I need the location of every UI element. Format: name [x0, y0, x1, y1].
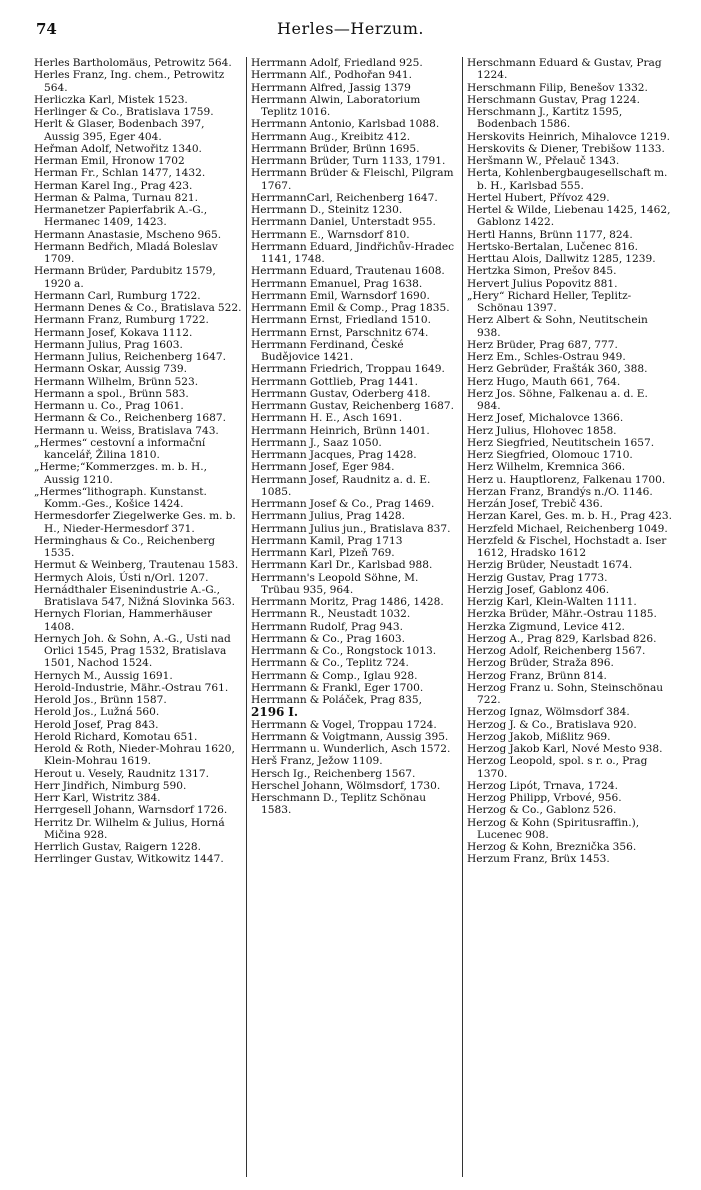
directory-entry: Herš Franz, Ježow 1109. [251, 755, 383, 768]
directory-entry: Herrmann Josef, Eger 984. [251, 461, 395, 474]
directory-entry: Herzog A., Prag 829, Karlsbad 826. [467, 632, 657, 645]
directory-entry: Hertzka Simon, Prešov 845. [467, 265, 617, 278]
directory-entry: Herrgesell Johann, Warnsdorf 1726. [34, 804, 228, 817]
directory-entry: Hermann Franz, Rumburg 1722. [34, 314, 209, 327]
directory-entry: Herold Josef, Prag 843. [34, 718, 159, 731]
directory-entry: Herzog & Kohn, Breznička 356. [467, 841, 637, 853]
directory-entry: Herz Julius, Hlohovec 1858. [467, 424, 617, 437]
directory-entry: Herrmann & Poláček, Prag 835, [251, 694, 422, 706]
directory-entry: Herzum Franz, Brüx 1453. [467, 853, 610, 866]
directory-entry: Herzog J. & Co., Bratislava 920. [467, 718, 637, 731]
directory-entry: Herrmann Rudolf, Prag 943. [251, 620, 403, 633]
directory-entry: Herzog Philipp, Vrbové, 956. [467, 792, 622, 804]
directory-entry: 2196 I. [251, 705, 299, 720]
directory-entry: Herzog & Kohn (Spiritusraffin.), Lucenec 908. [467, 816, 640, 841]
directory-entry: Heršmann W., Přelauč 1343. [467, 155, 620, 167]
directory-entry: Herzog Jakob Karl, Nové Mesto 938. [467, 743, 663, 755]
directory-entry: Hermann Denes & Co., Bratislava 522. [34, 302, 242, 314]
directory-entry: Herrmann Julius jun., Bratislava 837. [251, 522, 451, 535]
directory-entry: Herzka Brüder, Mähr.-Ostrau 1185. [467, 608, 657, 621]
column-2 [246, 57, 462, 1177]
directory-entry: Herzan Karel, Ges. m. b. H., Prag 423. [467, 510, 673, 523]
directory-entry: Herrmann Emanuel, Prag 1638. [251, 277, 423, 290]
directory-entry: Hermann Julius, Prag 1603. [34, 338, 183, 351]
directory-entry: Herrmann Josef, Raudnitz a. d. E. 1085. [251, 473, 431, 498]
directory-entry: Herskovits Heinrich, Mihalovce 1219. [467, 130, 671, 143]
directory-entry: Herrmann & Vogel, Troppau 1724. [251, 718, 437, 731]
directory-entry: Herrmann Brüder, Brünn 1695. [251, 142, 420, 155]
directory-entry: Hermann Oskar, Aussig 739. [34, 363, 188, 376]
directory-entry: Herrmann Gustav, Oderberg 418. [251, 387, 431, 400]
directory-entry: Hertsko-Bertalan, Lučenec 816. [467, 240, 639, 253]
directory-entry: „Herme;“Kommerzges. m. b. H., Aussig 1210. [34, 461, 207, 486]
directory-entry: Hertl Hanns, Brünn 1177, 824. [467, 228, 633, 241]
directory-entry: Herrmann Moritz, Prag 1486, 1428. [251, 596, 444, 608]
directory-entry: Herz u. Hauptlorenz, Falkenau 1700. [467, 473, 666, 486]
directory-entry: Herzfeld & Fischel, Hochstadt a. Iser 1612, Hradsko 1612 [467, 534, 667, 559]
directory-entry: Herz Wilhelm, Kremnica 366. [467, 461, 626, 474]
directory-entry: Herrmann Eduard, Jindřichův-Hradec 1141, 1748. [251, 240, 455, 265]
directory-entry: Herschmann Eduard & Gustav, Prag 1224. [467, 57, 662, 82]
directory-entry: Hermann Wilhelm, Brünn 523. [34, 375, 199, 388]
directory-entry: Hermann Anastasie, Mscheno 965. [34, 228, 222, 241]
directory-entry: Hermann Josef, Kokava 1112. [34, 326, 193, 339]
directory-entry: Herzig Gustav, Prag 1773. [467, 571, 608, 584]
column-3 [462, 57, 678, 1177]
column-1 [30, 57, 246, 1177]
directory-entry: Herminghaus & Co., Reichenberg 1535. [34, 534, 216, 559]
directory-entry: Herzog Adolf, Reichenberg 1567. [467, 645, 646, 657]
directory-entry: Herzog Ignaz, Wölmsdorf 384. [467, 706, 630, 719]
directory-entry: Herz Siegfried, Neutitschein 1657. [467, 436, 655, 449]
directory-entry: Herrmann Josef & Co., Prag 1469. [251, 498, 435, 510]
directory-entry: Herschmann Gustav, Prag 1224. [467, 93, 640, 106]
directory-entry: Herrmann Brüder, Turn 1133, 1791. [251, 155, 446, 167]
directory-entry: Herskovits & Diener, Trebišow 1133. [467, 142, 665, 155]
directory-entry: Heřman Adolf, Netwořitz 1340. [34, 142, 202, 155]
directory-entry: Herman Fr., Schlan 1477, 1432. [34, 167, 206, 180]
directory-entry: Herzog Franz u. Sohn, Steinschönau 722. [467, 681, 664, 706]
directory-entry: Herzog Jakob, Mißlitz 969. [467, 730, 611, 743]
directory-entry: Herrmann & Frankl, Eger 1700. [251, 681, 424, 694]
directory-entry: Herttau Alois, Dallwitz 1285, 1239. [467, 253, 656, 265]
directory-entry: Herrmann u. Wunderlich, Asch 1572. [251, 743, 451, 755]
directory-entry: Hermanetzer Papierfabrik A.-G., Hermanec 1409, 1423. [34, 204, 208, 229]
directory-entry: Herz Jos. Söhne, Falkenau a. d. E. 984. [467, 387, 648, 412]
directory-entry: Herman Emil, Hronow 1702 [34, 155, 185, 167]
directory-entry: Herzig Karl, Klein-Walten 1111. [467, 596, 637, 608]
directory-entry: Hersch Ig., Reichenberg 1567. [251, 767, 416, 780]
directory-entry: Herzfeld Michael, Reichenberg 1049. [467, 522, 668, 535]
directory-entry: Herrmann Aug., Kreibitz 412. [251, 130, 411, 143]
directory-entry: Herliczka Karl, Mistek 1523. [34, 93, 188, 106]
directory-entry: Herzig Josef, Gablonz 406. [467, 583, 610, 596]
directory-entry: „Hermes“lithograph. Kunstanst. Komm.-Ges., Košice 1424. [34, 485, 207, 510]
directory-entry: Herles Franz, Ing. chem., Petrowitz 564. [34, 69, 225, 94]
directory-entry: Hernych Florian, Hammerhäuser 1408. [34, 608, 213, 633]
directory-entry: Herrmann Brüder & Fleischl, Pilgram 1767. [251, 167, 454, 192]
directory-entry: Herold Jos., Lužná 560. [34, 706, 160, 719]
directory-entry: Herrmann's Leopold Söhne, M. Trübau 935, 964. [251, 571, 419, 596]
directory-entry: Herrmann Ernst, Parschnitz 674. [251, 326, 429, 339]
directory-entry: Herrlinger Gustav, Witkowitz 1447. [34, 853, 224, 866]
directory-entry: Herrmann & Co., Prag 1603. [251, 632, 405, 645]
directory-entry: Herman & Palma, Turnau 821. [34, 191, 199, 204]
directory-entry: Hermych Alois, Ústi n/Orl. 1207. [34, 571, 209, 584]
directory-entry: Herrmann Karl, Plzeň 769. [251, 547, 395, 559]
directory-entry: Herzig Brüder, Neustadt 1674. [467, 559, 633, 572]
directory-entry: Herz Josef, Michalovce 1366. [467, 412, 624, 425]
directory-entry: Hernych M., Aussig 1691. [34, 669, 173, 682]
page-number: 74 [36, 20, 57, 38]
directory-entry: Herrmann Alwin, Laboratorium Teplitz 1016. [251, 93, 421, 118]
directory-entry: Herrmann Ferdinand, České Budějovice 1421. [251, 338, 404, 363]
directory-entry: Herz Albert & Sohn, Neutitschein 938. [467, 314, 648, 339]
directory-entry: Herschmann D., Teplitz Schönau 1583. [251, 792, 427, 817]
directory-entry: Herschmann J., Kartitz 1595, Bodenbach 1586. [467, 106, 623, 131]
directory-entry: Herz Hugo, Mauth 661, 764. [467, 375, 621, 388]
directory-entry: Herzog Franz, Brünn 814. [467, 669, 607, 682]
directory-entry: Herman Karel Ing., Prag 423. [34, 179, 193, 192]
directory-entry: Herrmann & Co., Teplitz 724. [251, 657, 409, 670]
directory-entry: Herold Jos., Brünn 1587. [34, 694, 167, 706]
directory-entry: Hertel Hubert, Přívoz 429. [467, 191, 610, 204]
directory-entry: Herrlich Gustav, Raigern 1228. [34, 841, 201, 853]
directory-entry: Herzan Franz, Brandýs n./O. 1146. [467, 485, 653, 498]
directory-entry: Hermesdorfer Ziegelwerke Ges. m. b. H., Nieder-Hermesdorf 371. [34, 510, 236, 535]
directory-entry: Hertel & Wilde, Liebenau 1425, 1462, Gablonz 1422. [467, 204, 671, 229]
directory-entry: Hermann Carl, Rumburg 1722. [34, 289, 201, 302]
directory-entry: Herrmann Gustav, Reichenberg 1687. [251, 400, 454, 412]
directory-entry: Herlt & Glaser, Bodenbach 397, Aussig 395, Eger 404. [34, 118, 205, 143]
directory-entry: Herrmann H. E., Asch 1691. [251, 412, 403, 425]
directory-entry: Herles Bartholomäus, Petrowitz 564. [34, 57, 232, 69]
directory-entry: Hernych Joh. & Sohn, A.-G., Usti nad Orlici 1545, Prag 1532, Bratislava 1501, Nachod 1524. [34, 632, 231, 670]
directory-entry: Herrmann Karl Dr., Karlsbad 988. [251, 559, 433, 572]
directory-entry: Herrmann Alfred, Jassig 1379 [251, 81, 411, 94]
directory-entry: Herta, Kohlenbergbaugesellschaft m. b. H., Karlsbad 555. [467, 167, 668, 192]
directory-entry: Hermann Julius, Reichenberg 1647. [34, 351, 226, 363]
directory-entry: Herrmann & Co., Rongstock 1013. [251, 645, 437, 657]
directory-entry: Herz Siegfried, Olomouc 1710. [467, 449, 633, 461]
directory-entry: Hermann Brüder, Pardubitz 1579, 1920 a. [34, 265, 216, 290]
directory-entry: Herrmann Heinrich, Brünn 1401. [251, 424, 430, 437]
directory-entry: Herrmann E., Warnsdorf 810. [251, 228, 410, 241]
directory-entry: Hermann u. Co., Prag 1061. [34, 400, 184, 412]
directory-entry: Herrmann Eduard, Trautenau 1608. [251, 265, 445, 278]
directory-entry: Herzog Lipót, Trnava, 1724. [467, 779, 618, 792]
directory-entry: Herzog & Co., Gablonz 526. [467, 804, 617, 817]
directory-entry: Hermann & Co., Reichenberg 1687. [34, 412, 227, 425]
directory-entry: Herzka Zigmund, Levice 412. [467, 620, 625, 633]
directory-entry: Hermann a spol., Brünn 583. [34, 387, 189, 400]
directory-entry: Herold & Roth, Nieder-Mohrau 1620, Klein-Mohrau 1619. [34, 743, 235, 768]
directory-entry: Herz Em., Schles-Ostrau 949. [467, 351, 626, 363]
directory-entry: Herr Jindřich, Nimburg 590. [34, 779, 187, 792]
directory-entry: Herritz Dr. Wilhelm & Julius, Horná Mičina 928. [34, 816, 225, 841]
directory-entry: HerrmannCarl, Reichenberg 1647. [251, 191, 438, 204]
directory-entry: Herrmann Kamil, Prag 1713 [251, 534, 403, 547]
directory-entry: Herrmann Antonio, Karlsbad 1088. [251, 118, 440, 131]
directory-entry: Herz Brüder, Prag 687, 777. [467, 338, 618, 351]
directory-entry: Herrmann Emil & Comp., Prag 1835. [251, 302, 450, 314]
directory-entry: Herrmann R., Neustadt 1032. [251, 608, 411, 621]
directory-entry: Herschel Johann, Wölmsdorf, 1730. [251, 779, 441, 792]
directory-entry: Herrmann Emil, Warnsdorf 1690. [251, 289, 430, 302]
directory-entry: Hermann Bedřich, Mladá Boleslav 1709. [34, 240, 218, 265]
directory-entry: Herlinger & Co., Bratislava 1759. [34, 106, 214, 118]
directory-entry: Herrmann Friedrich, Troppau 1649. [251, 363, 445, 376]
directory-entry: Herrmann & Comp., Iglau 928. [251, 669, 418, 682]
directory-columns [30, 57, 678, 1177]
page-title: Herles—Herzum. [277, 19, 424, 38]
directory-entry: Herzán Josef, Trebič 436. [467, 498, 603, 510]
directory-entry: Herold-Industrie, Mähr.-Ostrau 761. [34, 681, 229, 694]
directory-entry: Herrmann Adolf, Friedland 925. [251, 57, 423, 69]
directory-entry: Herrmann D., Steinitz 1230. [251, 204, 403, 216]
directory-entry: Herrmann Daniel, Unterstadt 955. [251, 216, 436, 229]
directory-entry: Herrmann Gottlieb, Prag 1441. [251, 375, 419, 388]
directory-entry: Herold Richard, Komotau 651. [34, 730, 198, 743]
directory-entry: Herzog Leopold, spol. s r. o., Prag 1370. [467, 755, 648, 780]
directory-entry: Hermut & Weinberg, Trautenau 1583. [34, 559, 239, 572]
directory-entry: Herrmann J., Saaz 1050. [251, 436, 382, 449]
directory-entry: „Hermes“ cestovní a informační kancelář, Žilina 1810. [34, 436, 206, 461]
directory-entry: Hervert Julius Popovitz 881. [467, 277, 618, 290]
directory-entry: Herrmann & Voigtmann, Aussig 395. [251, 730, 449, 743]
directory-entry: Herrmann Julius, Prag 1428. [251, 510, 405, 523]
directory-entry: „Hery“ Richard Heller, Teplitz-Schönau 1397. [467, 289, 632, 314]
directory-entry: Hermann u. Weiss, Bratislava 743. [34, 424, 219, 437]
directory-entry: Herschmann Filip, Benešov 1332. [467, 81, 648, 94]
directory-entry: Herrmann Alf., Podhořan 941. [251, 69, 413, 82]
directory-entry: Herrmann Ernst, Friedland 1510. [251, 314, 432, 327]
directory-entry: Herout u. Vesely, Raudnitz 1317. [34, 767, 209, 780]
directory-entry: Herz Gebrüder, Frašták 360, 388. [467, 363, 648, 376]
directory-entry: Hernádthaler Eisenindustrie A.-G., Bratislava 547, Nižná Slovinka 563. [34, 583, 236, 608]
directory-entry: Herzog Brüder, Straža 896. [467, 657, 614, 670]
directory-entry: Herr Karl, Wistritz 384. [34, 792, 161, 804]
directory-entry: Herrmann Jacques, Prag 1428. [251, 449, 417, 461]
